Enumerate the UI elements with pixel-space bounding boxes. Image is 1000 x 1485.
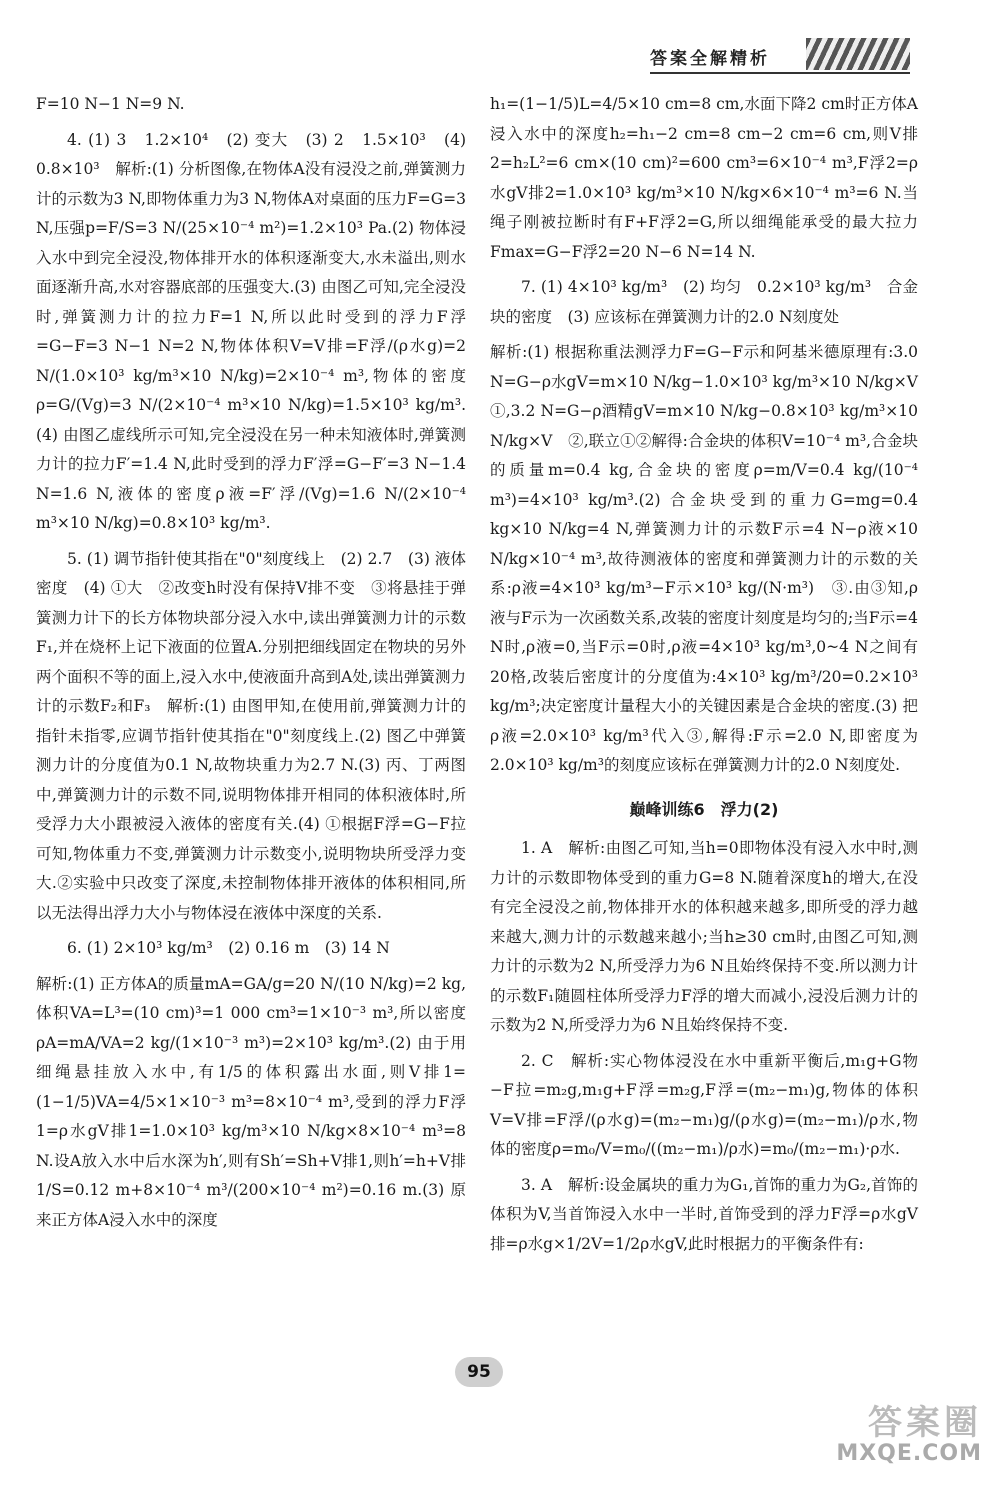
page-number: 95 bbox=[455, 1357, 503, 1387]
answer-paragraph: 解析:(1) 根据称重法测浮力F=G−F示和阿基米德原理有:3.0 N=G−ρ水gV=m×10 N/kg−1.0×10³ kg/m³×10 N/kg×V ①,3.2 N=G−ρ酒精gV=m×10 N/kg−0.8×10³ kg/m³×10 N/kg×V ②,联立①②解得:合金块的体积V=10⁻⁴ m³,合金块的质量m=0.4 kg,合金块的密度ρ=m/V=0.4 kg/(10⁻⁴ m³)=4×10³ kg/m³.(2) 合金块受到的重力G=mg=0.4 kg×10 N/kg=4 N,弹簧测力计的示数F示=4 N−ρ液×10 N/kg×10⁻⁴ m³,故待测液体的密度和弹簧测力计的示数的关系:ρ液=4×10³ kg/m³−F示×10³ kg/(N·m³) ③.由③知,ρ液与F示为一次函数关系,改装的密度计刻度是均匀的;当F示=4 N时,ρ液=0,当F示=0时,ρ液=4×10³ kg/m³,0~4 N之间有20格,改装后密度计的分度值为:4×10³ kg/m³/20=0.2×10³ kg/m³;决定密度计量程大小的关键因素是合金块的密度.(3) 把ρ液=2.0×10³ kg/m³代入③,解得:F示=2.0 N,即密度为2.0×10³ kg/m³的刻度应该标在弹簧测力计的2.0 N刻度处. bbox=[490, 343, 934, 774]
answer-paragraph: 1. A 解析:由图乙可知,当h=0即物体没有浸入水中时,测力计的示数即物体受到的重力G=8 N.随着深度h的增大,在没有完全浸没之前,物体排开水的体积越来越多,即所受的浮力越来越大,测力计的示数越来越小;当h≥30 cm时,由图乙可知,测力计的示数为2 N,所受浮力为6 N且始终保持不变.所以测力计的示数F₁随圆柱体所受浮力F浮的增大而减小,浸没后测力计的示数为2 N,所受浮力为6 N且始终保持不变. bbox=[490, 839, 918, 1034]
header-decoration bbox=[806, 38, 910, 70]
header-title: 答案全解精析 bbox=[650, 49, 770, 69]
answer-paragraph: 解析:(1) 正方体A的质量mA=GA/g=20 N/(10 N/kg)=2 kg,体积VA=L³=(10 cm)³=1 000 cm³=1×10⁻³ m³,所以密度ρA=mA/VA=2 kg/(1×10⁻³ m³)=2×10³ kg/m³.(2) 由于用细绳悬挂放入水中,有1/5的体积露出水面,则V排1=(1−1/5)VA=4/5×1×10⁻³ m³=8×10⁻⁴ m³,受到的浮力F浮1=ρ水gV排1=1.0×10³ kg/m³×10 N/kg×8×10⁻⁴ m³=8 N.设A放入水中后水深为h′,则有Sh′=Sh+V排1,则h′=h+V排1/S=0.12 m+8×10⁻⁴ m³/(200×10⁻⁴ m²)=0.16 m.(3) 原来正方体A浸入水中的深度 bbox=[36, 974, 466, 1229]
answer-paragraph: 3. A 解析:设金属块的重力为G₁,首饰的重力为G₂,首饰的体积为V,当首饰浸入水中一半时,首饰受到的浮力F浮=ρ水gV排=ρ水g×1/2V=1/2ρ水gV,此时根据力的平衡条件有: bbox=[490, 1175, 918, 1253]
page-header bbox=[0, 0, 1000, 80]
right-column bbox=[490, 90, 934, 1265]
watermark-site: MXQE.COM bbox=[836, 1441, 982, 1466]
answer-paragraph: F=10 N−1 N=9 N. bbox=[36, 95, 185, 113]
answer-paragraph: 7. (1) 4×10³ kg/m³ (2) 均匀 0.2×10³ kg/m³ 合金块的密度 (3) 应该标在弹簧测力计的2.0 N刻度处 bbox=[490, 278, 918, 326]
watermark bbox=[820, 1395, 990, 1475]
answer-paragraph: 6. (1) 2×10³ kg/m³ (2) 0.16 m (3) 14 N bbox=[67, 939, 390, 957]
section-heading: 巅峰训练6 浮力(2) bbox=[629, 799, 779, 819]
answer-paragraph: 2. C 解析:实心物体浸没在水中重新平衡后,m₁g+G物−F拉=m₂g,m₁g+F浮=m₂g,F浮=(m₂−m₁)g,物体的体积V=V排=F浮/(ρ水g)=(m₂−m₁)g/(ρ水g)=(m₂−m₁)/ρ水,物体的密度ρ=m₀/V=m₀/((m₂−m₁)/ρ水)=m₀/(m₂−m₁)·ρ水. bbox=[490, 1051, 918, 1158]
answer-paragraph: 4. (1) 3 1.2×10⁴ (2) 变大 (3) 2 1.5×10³ (4) 0.8×10³ 解析:(1) 分析图像,在物体A没有浸没之前,弹簧测力计的示数为3 N,即物体重力为3 N,物体A对桌面的压力F=G=3 N,压强p=F/S=3 N/(25×10⁻⁴ m²)=1.2×10³ Pa.(2) 物体浸入水中到完全浸没,物体排开水的体积逐渐变大,水未溢出,则水面逐渐升高,水对容器底部的压强变大.(3) 由图乙可知,完全浸没时,弹簧测力计的拉力F=1 N,所以此时受到的浮力F浮=G−F=3 N−1 N=2 N,物体体积V=V排=F浮/(ρ水g)=2 N/(1.0×10³ kg/m³×10 N/kg)=2×10⁻⁴ m³,物体的密度ρ=G/(Vg)=3 N/(2×10⁻⁴ m³×10 N/kg)=1.5×10³ kg/m³.(4) 由图乙虚线所示可知,完全浸没在另一种未知液体时,弹簧测力计的拉力F′=1.4 N,此时受到的浮力F′浮=G−F′=3 N−1.4 N=1.6 N,液体的密度ρ液=F′浮/(Vg)=1.6 N/(2×10⁻⁴ m³×10 N/kg)=0.8×10³ kg/m³. bbox=[36, 130, 466, 532]
answer-paragraph: 5. (1) 调节指针使其指在"0"刻度线上 (2) 2.7 (3) 液体密度 (4) ①大 ②改变h时没有保持V排不变 ③将悬挂于弹簧测力计下的长方体物块部分浸入水中,读出弹簧测力计的示数F₁,并在烧杯上记下液面的位置A.分别把细线固定在物块的另外两个面积不等的面上,浸入水中,使液面升高到A处,读出弹簧测力计的示数F₂和F₃ 解析:(1) 由图甲知,在使用前,弹簧测力计的指针未指零,应调节指针使其指在"0"刻度线上.(2) 图乙中弹簧测力计的分度值为0.1 N,故物块重力为2.7 N.(3) 丙、丁两图中,弹簧测力计的示数不同,说明物体排开相同的体积液体时,所受浮力大小跟被浸入液体的密度有关.(4) ①根据F浮=G−F拉可知,物体重力不变,弹簧测力计示数变小,说明物块所受浮力变大.②实验中只改变了深度,未控制物体排开液体的体积相同,所以无法得出浮力大小与物体浸在液体中深度的关系. bbox=[36, 549, 466, 922]
answer-paragraph: h₁=(1−1/5)L=4/5×10 cm=8 cm,水面下降2 cm时正方体A浸入水中的深度h₂=h₁−2 cm=8 cm−2 cm=6 cm,则V排2=h₂L²=6 cm×(10 cm)²=600 cm³=6×10⁻⁴ m³,F浮2=ρ水gV排2=1.0×10³ kg/m³×10 N/kg×6×10⁻⁴ m³=6 N.当绳子刚被拉断时有F+F浮2=G,所以细绳能承受的最大拉力Fmax=G−F浮2=20 N−6 N=14 N. bbox=[490, 95, 918, 261]
watermark-logo: 答案圈 bbox=[868, 1403, 982, 1443]
header-rule bbox=[650, 72, 910, 74]
left-column bbox=[36, 90, 466, 1241]
